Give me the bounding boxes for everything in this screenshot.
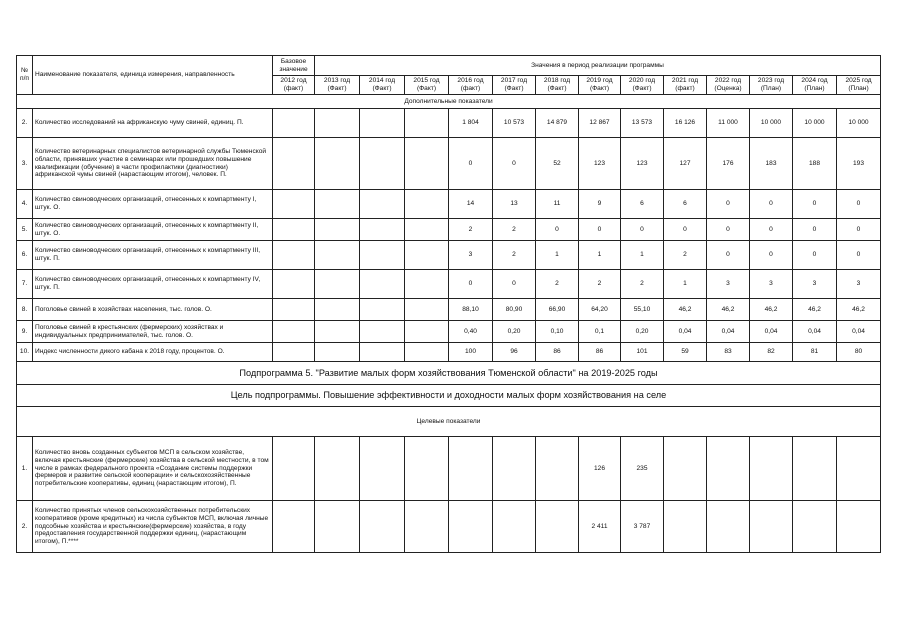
value-cell [750, 501, 793, 553]
value-cell [360, 437, 405, 501]
row-number: 2. [17, 501, 33, 553]
value-cell: 2 [621, 270, 664, 299]
value-cell: 1 [621, 241, 664, 270]
row-number: 8. [17, 299, 33, 321]
value-cell: 6 [664, 190, 707, 219]
row-number: 10. [17, 343, 33, 362]
value-cell: 183 [750, 138, 793, 190]
value-cell [273, 138, 315, 190]
value-cell: 0,20 [493, 321, 536, 343]
value-cell [360, 343, 405, 362]
indicator-name: Количество свиноводческих организаций, отнесенных к компартменту II, штук. О. [33, 219, 273, 241]
value-cell: 83 [707, 343, 750, 362]
value-cell: 11 [536, 190, 579, 219]
value-cell: 13 573 [621, 109, 664, 138]
value-cell: 0 [493, 270, 536, 299]
table-row [17, 190, 881, 219]
value-cell [793, 437, 837, 501]
value-cell: 0,04 [750, 321, 793, 343]
subprogram-title-row [17, 362, 881, 385]
indicator-name: Поголовье свиней в крестьянских (фермерских) хозяйствах и индивидуальных предпринимателей, тыс. голов. О. [33, 321, 273, 343]
value-cell [273, 219, 315, 241]
value-cell: 0,04 [837, 321, 881, 343]
value-cell: 10 573 [493, 109, 536, 138]
value-cell: 0 [707, 241, 750, 270]
value-cell: 0,20 [621, 321, 664, 343]
value-cell [273, 270, 315, 299]
row-number: 7. [17, 270, 33, 299]
value-cell [360, 321, 405, 343]
value-cell: 96 [493, 343, 536, 362]
row-number: 6. [17, 241, 33, 270]
year-header: 2020 год (Факт) [621, 76, 664, 95]
value-cell [405, 299, 449, 321]
value-cell: 100 [449, 343, 493, 362]
value-cell: 0 [493, 138, 536, 190]
table-row [17, 109, 881, 138]
value-cell [273, 299, 315, 321]
num-header: № п/п [17, 56, 33, 95]
value-cell: 0,04 [707, 321, 750, 343]
row-number: 3. [17, 138, 33, 190]
value-cell [315, 138, 360, 190]
value-cell [405, 270, 449, 299]
value-cell: 6 [621, 190, 664, 219]
value-cell [273, 501, 315, 553]
value-cell [837, 437, 881, 501]
value-cell [273, 190, 315, 219]
value-cell [405, 138, 449, 190]
value-cell [360, 109, 405, 138]
value-cell: 193 [837, 138, 881, 190]
year-header: 2025 год (План) [837, 76, 881, 95]
value-cell [315, 109, 360, 138]
value-cell: 88,10 [449, 299, 493, 321]
base-year-header: 2012 год (факт) [273, 76, 315, 95]
year-header: 2018 год (Факт) [536, 76, 579, 95]
indicator-name: Количество исследований на африканскую чуму свиней, единиц. П. [33, 109, 273, 138]
value-cell [405, 219, 449, 241]
row-number: 2. [17, 109, 33, 138]
row-number: 1. [17, 437, 33, 501]
value-cell: 46,2 [793, 299, 837, 321]
value-cell [536, 437, 579, 501]
year-header: 2014 год (Факт) [360, 76, 405, 95]
value-cell: 1 804 [449, 109, 493, 138]
value-cell: 16 126 [664, 109, 707, 138]
indicator-name: Индекс численности дикого кабана к 2018 году, процентов. О. [33, 343, 273, 362]
value-cell: 10 000 [793, 109, 837, 138]
value-cell [793, 501, 837, 553]
value-cell [405, 190, 449, 219]
value-cell: 64,20 [579, 299, 621, 321]
value-cell: 80,90 [493, 299, 536, 321]
value-cell: 0 [793, 190, 837, 219]
value-cell: 1 [664, 270, 707, 299]
value-cell: 0 [449, 138, 493, 190]
section-target-row [17, 407, 881, 437]
value-cell: 2 411 [579, 501, 621, 553]
value-cell [273, 437, 315, 501]
value-cell [360, 241, 405, 270]
year-header: 2013 год (Факт) [315, 76, 360, 95]
value-cell: 81 [793, 343, 837, 362]
table-row [17, 270, 881, 299]
value-cell [707, 501, 750, 553]
value-cell: 14 [449, 190, 493, 219]
value-cell [360, 190, 405, 219]
value-cell: 46,2 [707, 299, 750, 321]
value-cell [273, 241, 315, 270]
value-cell: 1 [536, 241, 579, 270]
value-cell: 0 [837, 219, 881, 241]
value-cell [315, 190, 360, 219]
table-row [17, 241, 881, 270]
value-cell [360, 299, 405, 321]
value-cell [405, 501, 449, 553]
indicator-name: Поголовье свиней в хозяйствах населения, тыс. голов. О. [33, 299, 273, 321]
header-row-top [17, 56, 881, 76]
value-cell: 2 [493, 241, 536, 270]
indicator-name: Количество свиноводческих организаций, отнесенных к компартменту I, штук. О. [33, 190, 273, 219]
value-cell [273, 343, 315, 362]
value-cell: 0 [750, 190, 793, 219]
value-cell: 176 [707, 138, 750, 190]
section-target: Целевые показатели [17, 407, 881, 437]
value-cell: 123 [621, 138, 664, 190]
value-cell: 10 000 [837, 109, 881, 138]
value-cell: 0 [449, 270, 493, 299]
goal-title: Цель подпрограммы. Повышение эффективности и доходности малых форм хозяйствования на селе [17, 385, 881, 407]
value-cell: 2 [579, 270, 621, 299]
indicator-name: Количество свиноводческих организаций, отнесенных к компартменту III, штук. П. [33, 241, 273, 270]
value-cell: 46,2 [664, 299, 707, 321]
value-cell [273, 321, 315, 343]
value-cell [405, 437, 449, 501]
value-cell: 0 [664, 219, 707, 241]
value-cell: 12 867 [579, 109, 621, 138]
indicator-name: Количество ветеринарных специалистов ветеринарной службы Тюменской области, принявших участие в семинарах или прошедших повышение квалификации (обучение) в части профилактики (диагностики) африканской чумы свиней (нарастающим итогом), человек. П. [33, 138, 273, 190]
value-cell: 82 [750, 343, 793, 362]
value-cell: 0 [793, 219, 837, 241]
value-cell [315, 321, 360, 343]
table-row [17, 501, 881, 553]
value-cell: 0 [579, 219, 621, 241]
year-header: 2022 год (Оценка) [707, 76, 750, 95]
value-cell: 2 [664, 241, 707, 270]
value-cell [360, 270, 405, 299]
value-cell: 0 [707, 219, 750, 241]
period-header: Значения в период реализации программы [315, 56, 881, 76]
value-cell [449, 437, 493, 501]
value-cell [837, 501, 881, 553]
year-header: 2024 год (План) [793, 76, 837, 95]
table-row [17, 343, 881, 362]
value-cell [315, 501, 360, 553]
value-cell: 66,90 [536, 299, 579, 321]
value-cell: 3 787 [621, 501, 664, 553]
value-cell [360, 138, 405, 190]
value-cell: 9 [579, 190, 621, 219]
value-cell [360, 219, 405, 241]
table-row [17, 299, 881, 321]
value-cell: 188 [793, 138, 837, 190]
value-cell: 3 [449, 241, 493, 270]
value-cell [315, 299, 360, 321]
value-cell: 0,10 [536, 321, 579, 343]
table-row [17, 219, 881, 241]
year-header: 2016 год (факт) [449, 76, 493, 95]
year-header: 2017 год (Факт) [493, 76, 536, 95]
value-cell: 14 879 [536, 109, 579, 138]
value-cell [315, 343, 360, 362]
year-header: 2019 год (Факт) [579, 76, 621, 95]
value-cell: 101 [621, 343, 664, 362]
value-cell: 0 [837, 190, 881, 219]
value-cell: 59 [664, 343, 707, 362]
indicator-name: Количество принятых членов сельскохозяйственных потребительских кооперативов (кроме кредитных) из числа субъектов МСП, включая личные подсобные хозяйства и крестьянские(фермерские) хозяйства, в году предоставления государственной поддержки единиц, (нарастающим итогом), П.**** [33, 501, 273, 553]
value-cell [664, 501, 707, 553]
indicator-name: Количество вновь созданных субъектов МСП в сельском хозяйстве, включая крестьянские (фермерские) хозяйства в сельской местности, в том числе в рамках федерального проекта «Создание системы поддержки фермеров и развитие сельской кооперации» и сельскохозяйственные потребительские кооперативы, единиц (нарастающим итогом), П. [33, 437, 273, 501]
value-cell: 235 [621, 437, 664, 501]
value-cell [536, 501, 579, 553]
value-cell: 86 [579, 343, 621, 362]
value-cell: 80 [837, 343, 881, 362]
value-cell: 3 [707, 270, 750, 299]
value-cell: 3 [837, 270, 881, 299]
value-cell: 123 [579, 138, 621, 190]
value-cell: 1 [579, 241, 621, 270]
table-row [17, 321, 881, 343]
indicator-name: Количество свиноводческих организаций, отнесенных к компартменту IV, штук. П. [33, 270, 273, 299]
value-cell: 52 [536, 138, 579, 190]
year-header: 2015 год (Факт) [405, 76, 449, 95]
name-header: Наименование показателя, единица измерения, направленность [33, 56, 273, 95]
value-cell: 2 [536, 270, 579, 299]
value-cell [405, 241, 449, 270]
year-header: 2021 год (факт) [664, 76, 707, 95]
value-cell [405, 109, 449, 138]
value-cell [315, 437, 360, 501]
value-cell [750, 437, 793, 501]
value-cell [360, 501, 405, 553]
value-cell [315, 241, 360, 270]
value-cell [405, 321, 449, 343]
table-row [17, 138, 881, 190]
row-number: 9. [17, 321, 33, 343]
value-cell: 11 000 [707, 109, 750, 138]
value-cell [493, 437, 536, 501]
table-row [17, 437, 881, 501]
value-cell: 127 [664, 138, 707, 190]
value-cell: 0 [750, 241, 793, 270]
base-header: Базовое значение [273, 56, 315, 76]
value-cell: 0 [536, 219, 579, 241]
value-cell [315, 219, 360, 241]
value-cell: 46,2 [750, 299, 793, 321]
value-cell: 0 [750, 219, 793, 241]
section-extra-row [17, 95, 881, 109]
value-cell: 3 [750, 270, 793, 299]
year-header: 2023 год (План) [750, 76, 793, 95]
subprogram-title: Подпрограмма 5. "Развитие малых форм хозяйствования Тюменской области" на 2019-2025 годы [17, 362, 881, 385]
value-cell [707, 437, 750, 501]
value-cell [405, 343, 449, 362]
value-cell [273, 109, 315, 138]
value-cell [449, 501, 493, 553]
section-extra: Дополнительные показатели [17, 95, 881, 109]
value-cell: 3 [793, 270, 837, 299]
value-cell: 126 [579, 437, 621, 501]
value-cell: 46,2 [837, 299, 881, 321]
value-cell [493, 501, 536, 553]
row-number: 4. [17, 190, 33, 219]
value-cell: 0 [621, 219, 664, 241]
value-cell: 2 [449, 219, 493, 241]
value-cell: 0,1 [579, 321, 621, 343]
value-cell [664, 437, 707, 501]
value-cell: 86 [536, 343, 579, 362]
value-cell [315, 270, 360, 299]
value-cell: 13 [493, 190, 536, 219]
value-cell: 0,04 [793, 321, 837, 343]
value-cell: 55,10 [621, 299, 664, 321]
value-cell: 0,04 [664, 321, 707, 343]
value-cell: 0 [793, 241, 837, 270]
goal-title-row [17, 385, 881, 407]
indicators-table [16, 55, 881, 553]
value-cell: 0 [707, 190, 750, 219]
value-cell: 2 [493, 219, 536, 241]
row-number: 5. [17, 219, 33, 241]
value-cell: 10 000 [750, 109, 793, 138]
value-cell: 0 [837, 241, 881, 270]
value-cell: 0,40 [449, 321, 493, 343]
